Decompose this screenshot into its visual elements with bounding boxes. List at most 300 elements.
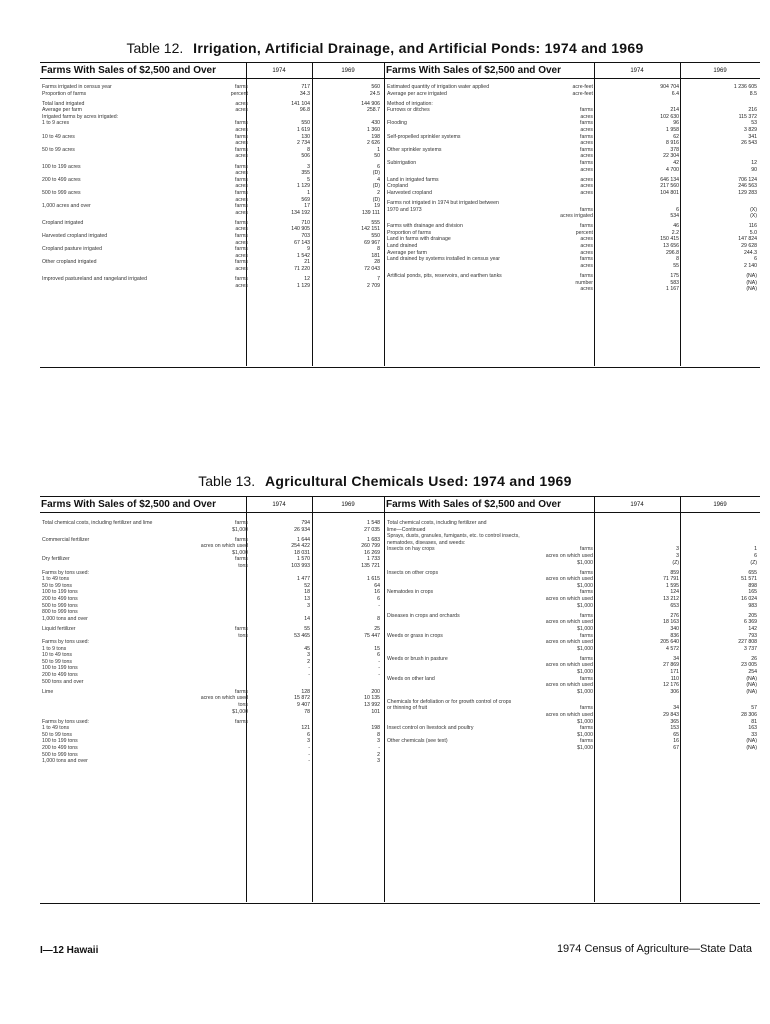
- row-unit: acres: [580, 189, 593, 196]
- row-unit: acres: [580, 262, 593, 269]
- value-1969: 6: [377, 163, 380, 170]
- value-1969: [679, 527, 757, 534]
- table-row: [42, 639, 380, 646]
- value-1969: 555: [371, 219, 380, 226]
- row-unit: acres: [580, 166, 593, 173]
- table-row: [42, 153, 380, 160]
- row-label: [387, 745, 537, 752]
- value-1969: 53: [751, 120, 757, 127]
- row-label: Irrigated farms by acres irrigated:: [42, 113, 119, 120]
- row-unit: farms: [235, 536, 248, 543]
- row-unit: $1,000: [577, 688, 593, 695]
- row-label: Other cropland irrigated: [42, 259, 97, 266]
- value-1969: 1: [754, 546, 757, 553]
- row-unit: $1,000: [577, 602, 593, 609]
- row-label: [387, 153, 549, 160]
- value-1974: 46: [673, 223, 679, 230]
- row-label: Flooding: [387, 120, 407, 127]
- table-row: [387, 177, 757, 184]
- value-1974: -: [308, 745, 310, 751]
- value-1974: [248, 639, 310, 646]
- row-unit: $1,000: [577, 718, 593, 725]
- row-unit: farms: [580, 589, 593, 596]
- value-1974: 3: [676, 552, 679, 559]
- value-1969: [679, 533, 757, 540]
- table-row: [387, 84, 757, 91]
- row-unit: [192, 725, 248, 732]
- value-1974: 306: [670, 688, 679, 695]
- value-1974: 9: [307, 246, 310, 253]
- row-unit: acres: [235, 196, 248, 203]
- row-label: Other chemicals (see text): [387, 738, 448, 745]
- row-unit: acres: [235, 239, 248, 246]
- row-unit: acre-feet: [572, 90, 593, 97]
- value-1974: 276: [670, 612, 679, 619]
- value-1969: 8: [377, 731, 380, 738]
- row-label: 1,000 tons and over: [42, 758, 88, 765]
- table-row: [42, 583, 380, 590]
- table-row: [42, 652, 380, 659]
- value-1974: 205 640: [660, 639, 679, 646]
- row-label: [42, 702, 192, 709]
- row-label: Artificial ponds, pits, reservoirs, and earthen tanks: [387, 272, 502, 279]
- value-1974: 26 934: [294, 526, 310, 533]
- row-unit: $1,000: [232, 549, 248, 556]
- value-1974: [593, 540, 679, 547]
- row-unit: acres irrigated: [560, 213, 593, 220]
- value-1974: 12 176: [663, 682, 679, 689]
- value-1974: 1 477: [297, 576, 310, 583]
- table-row: [42, 170, 380, 177]
- value-1974: [248, 114, 310, 121]
- table-row: [387, 520, 757, 527]
- row-label: [42, 183, 208, 190]
- table-row: [42, 570, 380, 577]
- row-label: 50 to 99 acres: [42, 146, 75, 153]
- row-label: 100 to 199 tons: [42, 738, 78, 745]
- value-1969: [679, 699, 757, 706]
- row-unit: farms: [235, 520, 248, 526]
- table-row: [387, 589, 757, 596]
- value-1974: 71 220: [294, 265, 310, 272]
- table-row: [387, 91, 757, 98]
- value-1969: 57: [751, 705, 757, 712]
- row-label: [387, 596, 537, 603]
- row-label: Insect control on livestock and poultry: [387, 725, 474, 732]
- value-1969: 26 543: [741, 140, 757, 147]
- table-row: [387, 725, 757, 732]
- row-unit: farms: [580, 612, 593, 619]
- table-row: [387, 646, 757, 653]
- value-1969: 7: [377, 276, 380, 283]
- table-row: [387, 243, 757, 250]
- table-12-number: Table 12.: [126, 40, 184, 56]
- table-row: [42, 633, 380, 640]
- row-label: [387, 576, 537, 583]
- row-label: [42, 197, 208, 204]
- row-label: [42, 633, 192, 640]
- row-label: 200 to 499 acres: [42, 176, 81, 183]
- value-1969: 198: [371, 725, 380, 732]
- row-unit: farms: [235, 718, 248, 725]
- table-row: [387, 107, 757, 114]
- row-unit: [192, 570, 248, 577]
- value-1974: 214: [670, 107, 679, 114]
- row-label: 1 to 9 tons: [42, 645, 67, 652]
- row-unit: farms: [235, 203, 248, 210]
- table-13-header-rule: [40, 512, 760, 513]
- table-row: [42, 91, 380, 98]
- row-unit: acres: [235, 183, 248, 190]
- row-label: [387, 263, 549, 270]
- value-1969: 8: [377, 615, 380, 622]
- row-label: Chemicals for defoliation or for growth control of crops: [387, 698, 512, 705]
- table-13-col-1974-right: 1974: [630, 502, 644, 508]
- value-1969: 244.3: [744, 249, 757, 256]
- value-1974: 42: [673, 160, 679, 167]
- table-13-col-1974: 1974: [272, 502, 286, 508]
- table-row: [42, 183, 380, 190]
- table-row: [387, 689, 757, 696]
- value-1974: [248, 609, 310, 616]
- value-1974: 1: [307, 189, 310, 196]
- row-unit: acres: [235, 127, 248, 134]
- table-row: [42, 240, 380, 247]
- value-1969: 1 548: [367, 520, 380, 526]
- value-1974: 2.2: [671, 229, 679, 236]
- value-1969: 793: [748, 632, 757, 639]
- value-1974: 134 192: [291, 209, 310, 216]
- row-unit: farms: [235, 246, 248, 253]
- row-label: Land drained by systems installed in census year: [387, 256, 501, 263]
- value-1969: 139 111: [362, 209, 380, 216]
- row-unit: acres on which used: [545, 682, 593, 689]
- row-label: Harvested cropland irrigated: [42, 232, 108, 239]
- table-row: [387, 167, 757, 174]
- value-1974: 16: [673, 738, 679, 745]
- table-row: [387, 705, 757, 712]
- value-1974: 653: [670, 602, 679, 609]
- value-1974: 1 644: [297, 536, 310, 543]
- value-1969: (Z): [750, 559, 757, 566]
- table-row: [387, 230, 757, 237]
- table-row: [42, 709, 380, 716]
- value-1974: 141 104: [291, 100, 310, 107]
- row-unit: acres on which used: [545, 639, 593, 646]
- value-1974: 5: [307, 176, 310, 183]
- row-unit: farms: [235, 163, 248, 170]
- table-13-title: [0, 473, 770, 489]
- value-1969: 246 563: [738, 183, 757, 190]
- table-row: [387, 540, 757, 547]
- table-row: [42, 276, 380, 283]
- value-1969: -: [378, 658, 380, 665]
- value-1974: [248, 570, 310, 577]
- value-1969: 550: [371, 232, 380, 239]
- value-1974: 6: [307, 731, 310, 738]
- value-1969: (NA): [746, 279, 757, 286]
- row-unit: acres: [580, 176, 593, 183]
- row-label: Total chemical costs, including fertilizer and lime: [42, 520, 153, 526]
- value-1969: 227 808: [738, 639, 757, 646]
- row-label: [387, 127, 549, 134]
- value-1974: 506: [301, 153, 310, 160]
- value-1969: 1 733: [367, 556, 380, 563]
- table-12-left-header: Farms With Sales of $2,500 and Over: [41, 65, 216, 76]
- row-label: [42, 226, 208, 233]
- row-unit: farms: [580, 146, 593, 153]
- value-1974: [593, 200, 679, 207]
- value-1969: 75 447: [364, 632, 380, 639]
- row-unit: [192, 659, 248, 666]
- row-label: 1,000 tons and over: [42, 615, 88, 622]
- value-1974: 6: [676, 206, 679, 213]
- row-unit: acres: [580, 113, 593, 120]
- row-label: 1970 and 1973: [387, 206, 422, 213]
- value-1974: 128: [301, 688, 310, 695]
- row-label: [387, 140, 549, 147]
- table-12-title: [0, 40, 770, 56]
- value-1969: 165: [748, 589, 757, 596]
- table-row: [42, 725, 380, 732]
- table-row: [387, 114, 757, 121]
- value-1974: 124: [670, 589, 679, 596]
- value-1974: 22 304: [663, 153, 679, 160]
- value-1969: 1 236 605: [733, 84, 757, 90]
- table-row: [387, 207, 757, 214]
- row-label: 500 to 999 tons: [42, 602, 78, 609]
- row-unit: $1,000: [577, 559, 593, 566]
- table-row: [42, 679, 380, 686]
- value-1969: 28 306: [741, 712, 757, 719]
- value-1974: 153: [670, 725, 679, 732]
- row-label: [387, 689, 537, 696]
- row-label: Farms with drainage and division: [387, 223, 463, 230]
- value-1974: 583: [670, 279, 679, 286]
- value-1974: 254 422: [291, 543, 310, 550]
- value-1974: 2 734: [297, 140, 310, 147]
- value-1969: 655: [748, 569, 757, 576]
- value-1974: [593, 520, 679, 527]
- table-12-col-1974: 1974: [272, 68, 286, 74]
- value-1969: 26: [751, 655, 757, 662]
- value-1969: 25: [374, 625, 380, 632]
- row-label: 200 to 499 tons: [42, 745, 78, 751]
- row-unit: farms: [580, 206, 593, 213]
- row-label: Average per farm: [387, 249, 427, 256]
- value-1969: (D): [372, 170, 380, 177]
- table-row: [42, 140, 380, 147]
- row-unit: [192, 752, 248, 759]
- table-row: [42, 246, 380, 253]
- row-unit: farms: [235, 556, 248, 563]
- value-1969: (NA): [746, 286, 757, 293]
- table-row: [42, 563, 380, 570]
- row-label: Lime: [42, 688, 54, 695]
- row-label: 1 to 49 tons: [42, 725, 70, 732]
- row-unit: [208, 114, 248, 121]
- row-label: 500 tons and over: [42, 678, 84, 685]
- value-1974: 96: [673, 120, 679, 127]
- value-1974: 569: [301, 196, 310, 203]
- table-row: [387, 560, 757, 567]
- row-unit: acres: [580, 249, 593, 256]
- value-1969: 51 571: [741, 576, 757, 583]
- value-1974: 1 129: [297, 183, 310, 190]
- table-row: [42, 752, 380, 759]
- table-row: [387, 120, 757, 127]
- value-1969: 81: [751, 718, 757, 725]
- row-label: Insects on hay crops: [387, 546, 435, 553]
- row-unit: acres: [580, 127, 593, 134]
- value-1969: 5.0: [749, 229, 757, 236]
- value-1969: 1 683: [367, 536, 380, 543]
- row-label: [387, 639, 537, 646]
- row-label: 500 to 999 acres: [42, 189, 81, 196]
- value-1969: 260 799: [361, 543, 380, 550]
- value-1969: (NA): [746, 682, 757, 689]
- value-1974: 4 700: [666, 166, 679, 173]
- row-label: Total land irrigated: [42, 100, 85, 107]
- row-unit: $1,000: [577, 668, 593, 675]
- row-unit: farms: [235, 688, 248, 695]
- value-1969: 2: [377, 189, 380, 196]
- row-unit: [192, 679, 248, 686]
- row-unit: acre-feet: [572, 84, 593, 90]
- value-1969: 101: [371, 708, 380, 715]
- value-1974: 217 560: [660, 183, 679, 190]
- value-1969: (X): [750, 206, 757, 213]
- value-1969: 6: [754, 256, 757, 263]
- row-label: Diseases in crops and orchards: [387, 612, 460, 619]
- row-label: 100 to 199 tons: [42, 589, 78, 596]
- row-unit: acres: [235, 140, 248, 147]
- value-1974: 859: [670, 569, 679, 576]
- row-unit: farms: [580, 705, 593, 712]
- value-1974: 340: [670, 625, 679, 632]
- value-1969: 90: [751, 166, 757, 173]
- row-label: [42, 210, 208, 217]
- row-unit: acres on which used: [545, 712, 593, 719]
- table-row: [387, 633, 757, 640]
- table-row: [42, 197, 380, 204]
- table-row: [42, 689, 380, 696]
- table-row: [42, 283, 380, 290]
- table-row: [42, 210, 380, 217]
- value-1974: 836: [670, 632, 679, 639]
- table-12-left-body: [42, 84, 380, 289]
- row-label: Other sprinkler systems: [387, 146, 442, 153]
- table-row: [387, 745, 757, 752]
- row-unit: [192, 652, 248, 659]
- row-label: nematodes, diseases, and weeds:: [387, 539, 466, 546]
- row-unit: tons: [238, 701, 248, 708]
- table-row: [42, 626, 380, 633]
- table-row: [387, 147, 757, 154]
- value-1969: 16 024: [741, 596, 757, 603]
- value-1974: 21: [304, 259, 310, 266]
- row-label: [387, 662, 537, 669]
- table-12-header-rule: [40, 78, 760, 79]
- value-1974: 1 570: [297, 556, 310, 563]
- row-label: Self-propelled sprinkler systems: [387, 133, 461, 140]
- table-13-number: Table 13.: [198, 473, 256, 489]
- value-1974: [593, 101, 679, 108]
- value-1969: 205: [748, 612, 757, 619]
- value-1969: 1 615: [367, 576, 380, 583]
- row-unit: [192, 732, 248, 739]
- value-1974: 55: [673, 262, 679, 269]
- row-unit: [537, 699, 593, 706]
- value-1969: 142: [748, 625, 757, 632]
- table-13-right-body: [387, 520, 757, 752]
- table-12-right-header: Farms With Sales of $2,500 and Over: [386, 65, 561, 76]
- value-1969: [679, 200, 757, 207]
- value-1974: (Z): [672, 559, 679, 566]
- row-label: Dry fertilizer: [42, 556, 70, 563]
- row-unit: [192, 639, 248, 646]
- value-1969: 2 626: [367, 140, 380, 147]
- row-label: [387, 560, 537, 567]
- row-unit: acres: [235, 107, 248, 114]
- table-row: [387, 603, 757, 610]
- value-1974: 96.8: [299, 107, 310, 114]
- row-label: Average per farm: [42, 107, 82, 114]
- row-label: Proportion of farms: [42, 90, 87, 97]
- row-label: Cropland pasture irrigated: [42, 246, 102, 253]
- value-1974: 53 465: [294, 632, 310, 639]
- table-row: [42, 665, 380, 672]
- table-row: [42, 537, 380, 544]
- value-1969: (NA): [746, 272, 757, 279]
- table-row: [387, 223, 757, 230]
- value-1969: 16 269: [364, 549, 380, 556]
- row-unit: [192, 576, 248, 583]
- value-1974: 71 791: [663, 576, 679, 583]
- value-1969: 4: [377, 176, 380, 183]
- row-unit: farms: [580, 223, 593, 230]
- row-unit: acres: [235, 209, 248, 216]
- table-row: [42, 527, 380, 534]
- value-1969: 3: [377, 758, 380, 765]
- value-1974: 904 704: [660, 84, 679, 90]
- value-1974: 34.3: [299, 90, 310, 97]
- row-unit: acres on which used: [200, 543, 248, 550]
- table-row: [42, 589, 380, 596]
- value-1974: 13 656: [663, 243, 679, 250]
- row-label: Farms not irrigated in 1974 but irrigated between: [387, 200, 499, 206]
- value-1974: -: [308, 672, 310, 679]
- row-label: or thinning of fruit: [387, 705, 428, 712]
- row-unit: farms: [580, 675, 593, 682]
- row-label: 50 to 99 tons: [42, 582, 72, 589]
- row-unit: farms: [235, 146, 248, 153]
- table-row: [387, 190, 757, 197]
- value-1969: 560: [371, 84, 380, 90]
- row-label: Farms by tons used:: [42, 639, 89, 646]
- value-1969: 341: [748, 133, 757, 140]
- row-label: Estimated quantity of irrigation water applied: [387, 84, 490, 90]
- row-unit: farms: [235, 84, 248, 90]
- table-row: [387, 699, 757, 706]
- value-1969: (NA): [746, 738, 757, 745]
- row-label: [387, 712, 537, 719]
- value-1969: 115 372: [738, 113, 757, 120]
- row-unit: [192, 589, 248, 596]
- table-row: [42, 672, 380, 679]
- row-unit: farms: [580, 120, 593, 127]
- row-unit: acres: [235, 282, 248, 289]
